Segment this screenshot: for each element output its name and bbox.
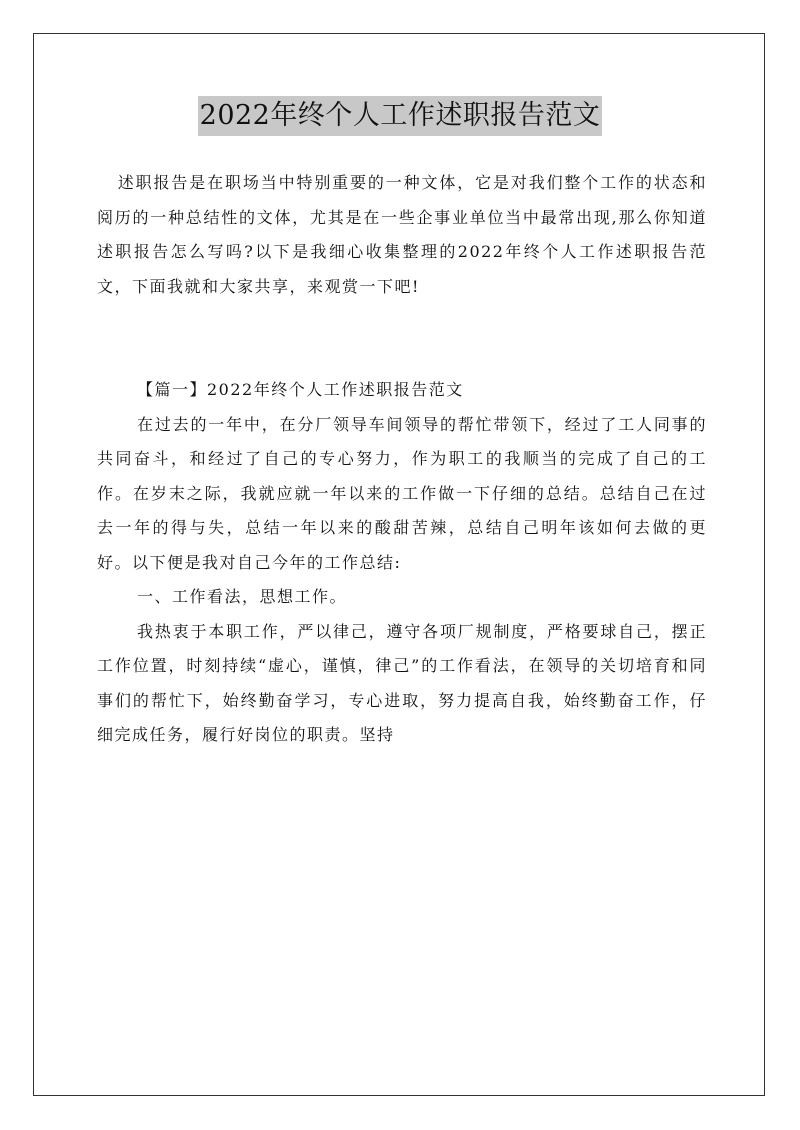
title-container <box>0 96 800 136</box>
intro-paragraph: 述职报告是在职场当中特别重要的一种文体，它是对我们整个工作的状态和阅历的一种总结性的文体，尤其是在一些企事业单位当中最常出现,那么你知道述职报告怎么写吗?以下是我细心收集整理的2022年终个人工作述职报告范文，下面我就和大家共享，来观赏一下吧! <box>97 173 707 296</box>
document-body <box>97 166 707 753</box>
subsection-heading: 一、工作看法，思想工作。 <box>137 587 348 606</box>
document-title: 2022年终个人工作述职报告范文 <box>198 96 603 136</box>
section-spacer <box>97 304 707 373</box>
body-paragraph: 我热衷于本职工作，严以律己，遵守各项厂规制度，严格要球自己，摆正工作位置，时刻持续“虚心，谨慎，律己”的工作看法，在领导的关切培育和同事们的帮忙下，始终勤奋学习，专心进取，努力提高自我，始终勤奋工作，仔细完成任务，履行好岗位的职责。坚持 <box>97 621 707 744</box>
section-heading: 【篇一】2022年终个人工作述职报告范文 <box>137 380 464 399</box>
body-paragraph: 在过去的一年中，在分厂领导车间领导的帮忙带领下，经过了工人同事的共同奋斗，和经过了自己的专心努力，作为职工的我顺当的完成了自己的工作。在岁末之际，我就应就一年以来的工作做一下仔细的总结。总结自己在过去一年的得与失，总结一年以来的酸甜苦辣，总结自己明年该如何去做的更好。以下便是我对自己今年的工作总结: <box>97 414 707 572</box>
